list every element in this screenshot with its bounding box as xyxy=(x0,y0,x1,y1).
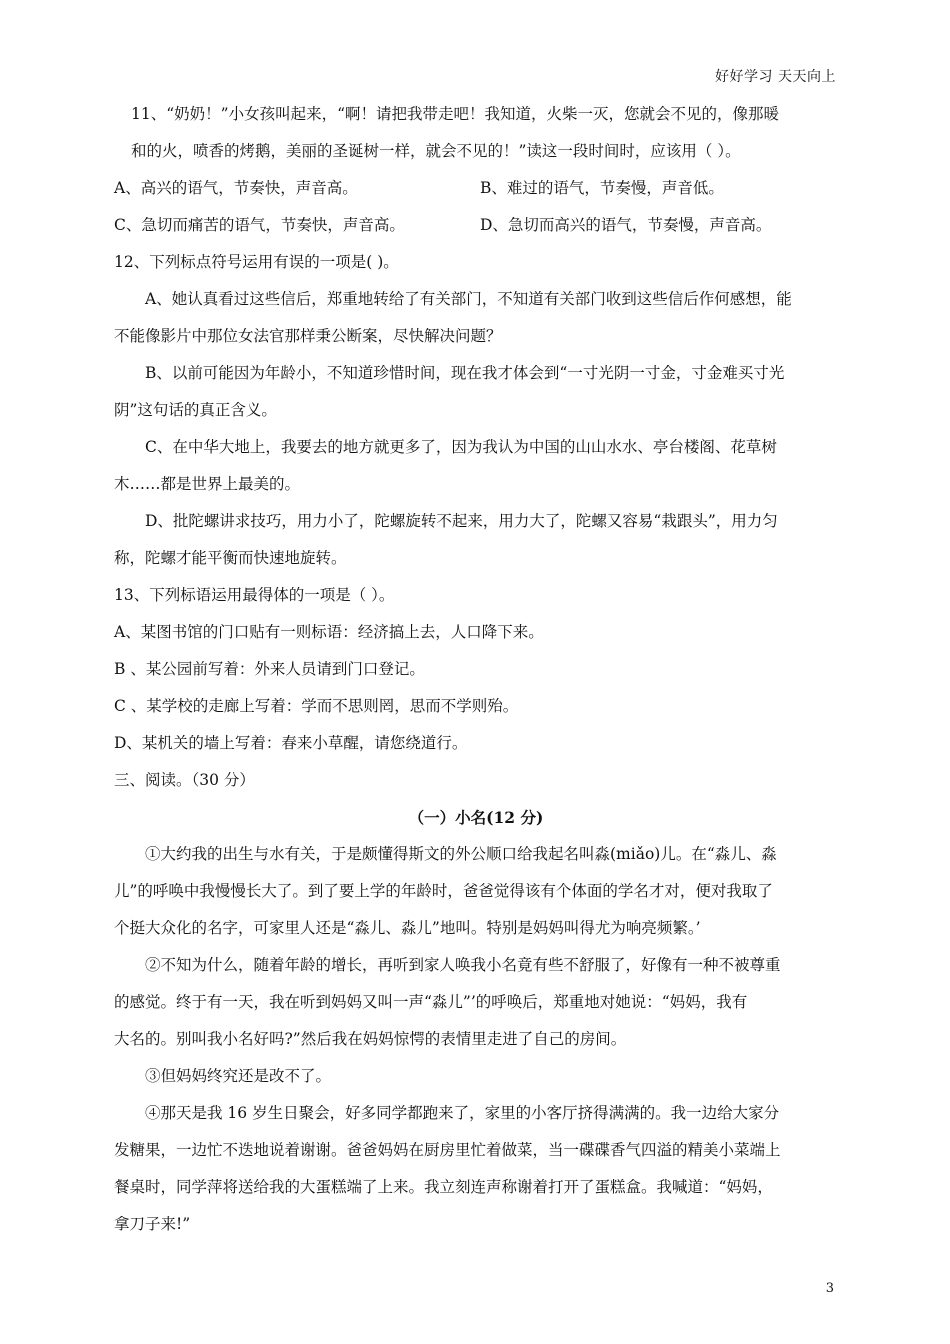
q12-option-d-line-1: D、批陀螺讲求技巧，用力小了，陀螺旋转不起来，用力大了，陀螺又容易“栽跟头”，用力匀 xyxy=(145,512,778,530)
q11-option-b: B、难过的语气，节奏慢，声音低。 xyxy=(480,179,724,197)
question-13 xyxy=(114,577,838,762)
reading-section xyxy=(114,762,838,1243)
q12-option-b-line-1: B、以前可能因为年龄小，不知道珍惜时间，现在我才体会到“一寸光阴一寸金，寸金难买寸光 xyxy=(145,364,785,382)
paragraph-2-line-1: ②不知为什么，随着年龄的增长，再听到家人唤我小名竟有些不舒服了，好像有一种不被尊重 xyxy=(145,956,781,974)
section-heading: 三、阅读。（30 分） xyxy=(114,771,255,789)
paragraph-2-line-2: 的感觉。终于有一天，我在听到妈妈又叫一声“淼儿”’的呼唤后，郑重地对她说：“妈妈，我有 xyxy=(114,993,748,1011)
document-body xyxy=(114,96,838,1243)
q11-options-row-1 xyxy=(114,170,838,207)
header-motto: 好好学习 天天向上 xyxy=(715,69,836,85)
q11-stem-line-2: 和的火，喷香的烤鹅，美丽的圣诞树一样，就会不见的！”读这一段时间时，应该用（ ）。 xyxy=(131,142,741,160)
page-number: 3 xyxy=(825,1281,834,1296)
q13-option-c: C 、某学校的走廊上写着：学而不思则罔，思而不学则殆。 xyxy=(114,697,519,715)
q12-option-d-line-2: 称，陀螺才能平衡而快速地旋转。 xyxy=(114,549,347,567)
paragraph-1-line-1: ①大约我的出生与水有关，于是颇懂得斯文的外公顺口给我起名叫淼(miǎo)儿。在“淼儿、淼 xyxy=(145,845,777,863)
paragraph-2-line-3: 大名的。别叫我小名好吗?”然后我在妈妈惊愕的表情里走进了自己的房间。 xyxy=(114,1030,627,1048)
q12-option-b-line-2: 阴”这句话的真正含义。 xyxy=(114,401,277,419)
q12-option-a-line-1: A、她认真看过这些信后，郑重地转给了有关部门，不知道有关部门收到这些信后作何感想，能 xyxy=(145,290,792,308)
q11-stem-line-1: 11、“奶奶！”小女孩叫起来，“啊！请把我带走吧！我知道，火柴一灭，您就会不见的，像那暖 xyxy=(131,105,779,123)
paragraph-4-line-2: 发糖果，一边忙不迭地说着谢谢。爸爸妈妈在厨房里忙着做菜，当一碟碟香气四溢的精美小菜端上 xyxy=(114,1141,781,1159)
paragraph-4-line-3: 餐桌时，同学萍将送给我的大蛋糕端了上来。我立刻连声称谢着打开了蛋糕盒。我喊道：“妈妈， xyxy=(114,1178,773,1196)
q11-options-row-2 xyxy=(114,207,838,244)
q11-option-c: C、急切而痛苦的语气，节奏快，声音高。 xyxy=(114,216,405,234)
question-12 xyxy=(114,244,838,577)
paragraph-4-line-1: ④那天是我 16 岁生日聚会，好多同学都跑来了，家里的小客厅挤得满满的。我一边给大家分 xyxy=(145,1104,780,1122)
q11-option-d: D、急切而高兴的语气，节奏慢，声音高。 xyxy=(480,216,772,234)
q11-option-a: A、高兴的语气，节奏快，声音高。 xyxy=(114,179,358,197)
paragraph-1-line-3: 个挺大众化的名字，可家里人还是“淼儿、淼儿”地叫。特别是妈妈叫得尤为响亮频繁。’ xyxy=(114,919,701,937)
q13-option-b: B 、某公园前写着：外来人员请到门口登记。 xyxy=(114,660,425,678)
paragraph-4-line-4: 拿刀子来!” xyxy=(114,1215,191,1233)
q13-stem: 13、下列标语运用最得体的一项是（ ）。 xyxy=(114,586,395,604)
q12-option-c-line-1: C、在中华大地上，我要去的地方就更多了，因为我认为中国的山山水水、亭台楼阁、花草树 xyxy=(145,438,777,456)
q13-option-a: A、某图书馆的门口贴有一则标语：经济搞上去，人口降下来。 xyxy=(114,623,544,641)
paragraph-3: ③但妈妈终究还是改不了。 xyxy=(145,1067,332,1085)
paragraph-1-line-2: 儿”的呼唤中我慢慢长大了。到了要上学的年龄时，爸爸觉得该有个体面的学名才对，便对我取了 xyxy=(114,882,773,900)
q13-option-d: D、某机关的墙上写着：春来小草醒，请您绕道行。 xyxy=(114,734,468,752)
question-11 xyxy=(114,96,838,244)
q12-option-c-line-2: 木……都是世界上最美的。 xyxy=(114,475,301,493)
q12-stem: 12、下列标点符号运用有误的一项是( )。 xyxy=(114,253,399,271)
q12-option-a-line-2: 不能像影片中那位女法官那样秉公断案，尽快解决问题？ xyxy=(114,327,502,345)
passage-title: （一）小名(12 分) xyxy=(408,808,544,827)
